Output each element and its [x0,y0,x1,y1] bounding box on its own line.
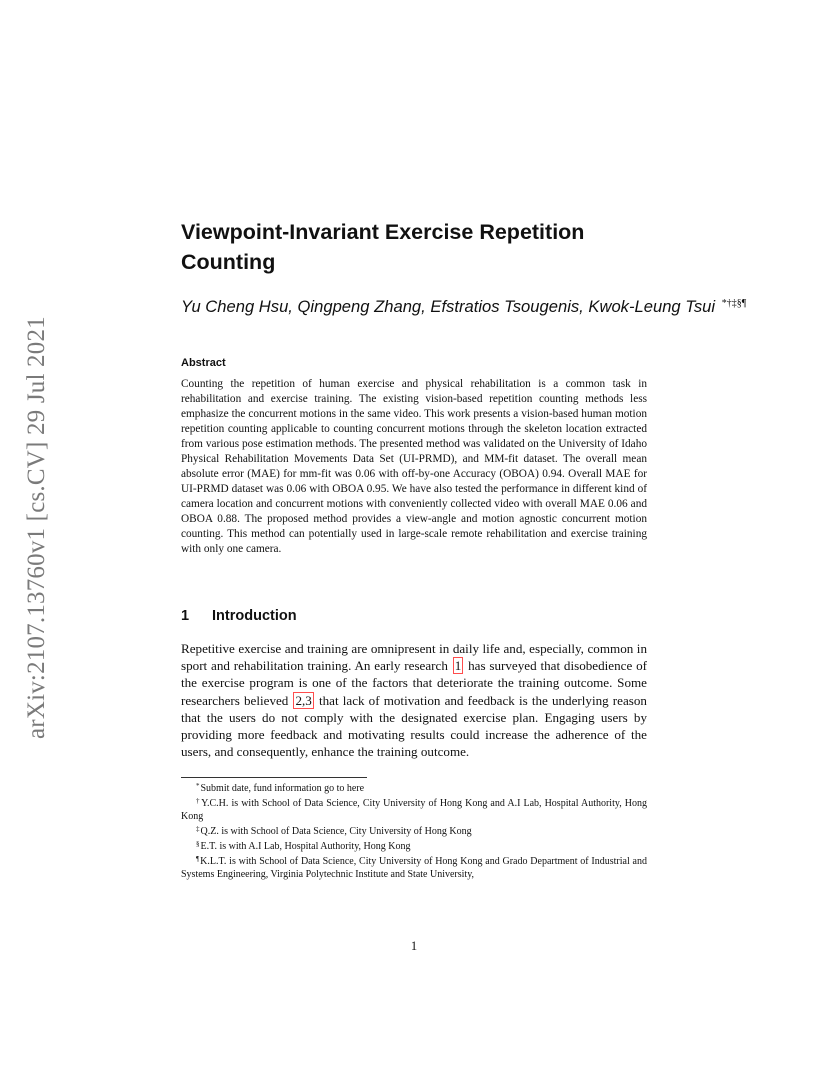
footnote-item [181,780,647,795]
author-list [181,293,821,318]
paper-title: Viewpoint-Invariant Exercise Repetition Counting [181,220,585,274]
footnote-item [181,838,647,853]
abstract-text: Counting the repetition of human exercise and physical rehabilitation is a common task in rehabilitation and exercise training. The existing vision-based repetition counting methods less emphasize the concurrent motions in the same video. This work presents a vision-based human motion repetition counting applicable to counting concurrent motions through the skeleton location extracted from various pose estimation methods. The presented method was validated on the University of Idaho Physical Rehabilitation Movements Data Set (UI-PRMD), and MM-fit dataset. The overall mean absolute error (MAE) for mm-fit was 0.06 with off-by-one Accuracy (OBOA) 0.94. Overall MAE for UI-PRMD dataset was 0.06 with OBOA 0.95. We have also tested the performance in different kind of camera location and concurrent motions with conveniently collected video with overall MAE 0.06 and OBOA 0.88. The proposed method provides a view-angle and motion agnostic concurrent motion counting. This method can potentially used in large-scale remote rehabilitation and exercise training with only one camera. [181,378,647,555]
arxiv-identifier-stamp[interactable]: arXiv:2107.13760v1 [cs.CV] 29 Jul 2021 [23,316,50,739]
footnotes [181,780,647,881]
introduction-paragraph [181,640,647,760]
footnote-item [181,823,647,838]
footnote-item [181,853,647,881]
intro-text-part-1: Repetitive exercise and training are omnipresent in daily life and, especially, common in sport and rehabilitation training. An early research [181,641,647,674]
abstract-heading: Abstract [181,357,226,369]
author-affiliation-marks: *†‡§¶ [721,298,747,309]
footnote-divider [181,777,367,778]
citation-link-2-3[interactable]: 2,3 [295,692,312,708]
page-number: 1 [410,939,418,953]
citation-link-1[interactable]: 1 [454,658,462,674]
footnote-mark: * [196,782,200,790]
footnote-text: Submit date, fund information go to here [200,783,365,794]
author-names: Yu Cheng Hsu, Qingpeng Zhang, Efstratios Tsougenis, Kwok-Leung Tsui [181,297,716,316]
footnote-text: E.T. is with A.I Lab, Hospital Authority, Hong Kong [200,841,411,852]
footnote-text: K.L.T. is with School of Data Science, City University of Hong Kong and Grado Department of Industrial and Systems Engineering, Virginia Polytechnic Institute and State University, [181,856,647,880]
footnote-item [181,795,647,823]
section-heading-introduction [181,608,297,624]
footnote-text: Q.Z. is with School of Data Science, City University of Hong Kong [200,826,472,837]
intro-text-part-2: has surveyed that disobedience of the exercise program is one of the factors that deteriorate the training outcome. Some researchers believed [181,658,647,708]
section-number: 1 [181,608,190,624]
footnote-mark: ‡ [196,825,200,833]
footnote-mark: § [196,840,200,848]
footnote-mark: ¶ [196,855,200,863]
footnote-mark: † [196,797,201,805]
section-title: Introduction [212,608,297,624]
footnote-text: Y.C.H. is with School of Data Science, City University of Hong Kong and A.I Lab, Hospital Authority, Hong Kong [181,798,648,822]
intro-text-part-3: that lack of motivation and feedback is the underlying reason that the users do not comply with the designated exercise plan. Engaging users by providing more feedback and motivating results could increase the adherence of the users, and consequently, enhance the training outcome. [181,692,647,760]
